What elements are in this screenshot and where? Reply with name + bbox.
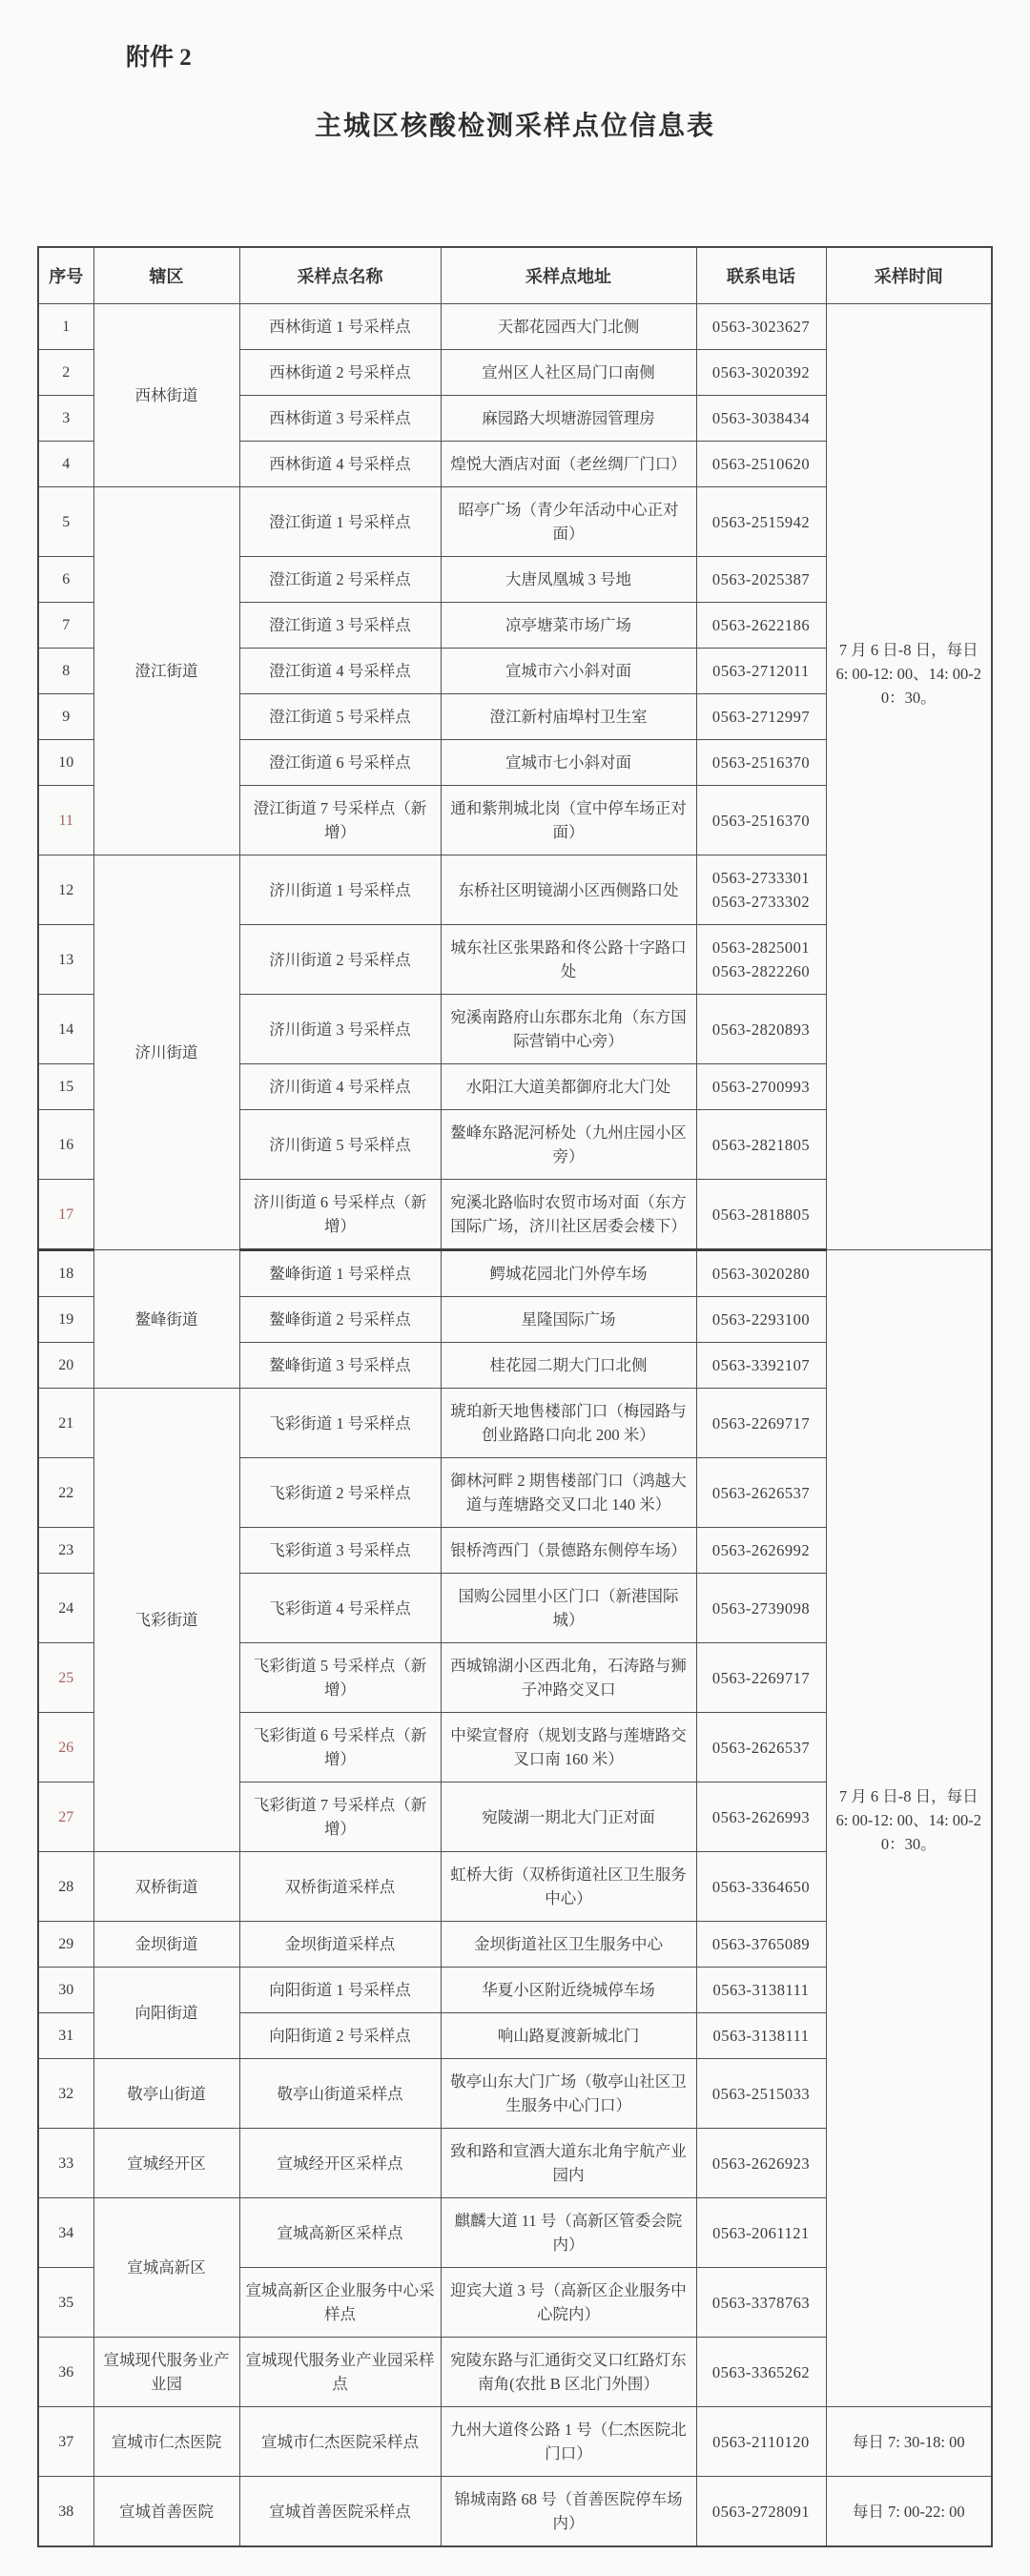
site-address-cell: 中梁宣督府（规划支路与莲塘路交叉口南 160 米） (441, 1713, 696, 1783)
row-number-cell: 11 (38, 786, 93, 855)
site-address-cell: 迎宾大道 3 号（高新区企业服务中心院内） (441, 2268, 696, 2338)
sampling-time-cell: 每日 7: 00-22: 00 (826, 2477, 992, 2547)
district-cell: 宣城高新区 (93, 2198, 239, 2338)
phone-number: 0563-2510620 (711, 455, 811, 473)
phone-number: 0563-2293100 (711, 1310, 811, 1329)
phone-number: 0563-2733302 (711, 893, 811, 911)
site-address-cell: 宛溪北路临时农贸市场对面（东方国际广场，济川社区居委会楼下） (441, 1180, 696, 1250)
phone-cell (696, 1458, 826, 1528)
phone-cell (696, 925, 826, 995)
site-name-cell: 济川街道 3 号采样点 (239, 995, 441, 1064)
site-address-cell: 水阳江大道美都御府北大门处 (441, 1064, 696, 1110)
phone-cell (696, 995, 826, 1064)
site-name-cell: 鳌峰街道 1 号采样点 (239, 1250, 441, 1297)
site-name-cell: 向阳街道 2 号采样点 (239, 2013, 441, 2059)
site-name-cell: 澄江街道 2 号采样点 (239, 557, 441, 603)
phone-number: 0563-3038434 (711, 409, 811, 427)
site-address-cell: 国购公园里小区门口（新港国际城） (441, 1574, 696, 1643)
row-number-cell: 25 (38, 1643, 93, 1713)
row-number-cell: 10 (38, 740, 93, 786)
phone-cell (696, 442, 826, 487)
site-address-cell: 星隆国际广场 (441, 1297, 696, 1343)
phone-cell (696, 1643, 826, 1713)
site-address-cell: 宛溪南路府山东郡东北角（东方国际营销中心旁） (441, 995, 696, 1064)
site-name-cell: 宣城现代服务业产业园采样点 (239, 2338, 441, 2407)
row-number-cell: 36 (38, 2338, 93, 2407)
phone-number: 0563-2516370 (711, 753, 811, 772)
site-name-cell: 敬亭山街道采样点 (239, 2059, 441, 2129)
district-cell: 澄江街道 (93, 487, 239, 855)
phone-number: 0563-2712011 (712, 662, 810, 680)
site-address-cell: 鳄城花园北门外停车场 (441, 1250, 696, 1297)
district-cell: 飞彩街道 (93, 1389, 239, 1852)
site-address-cell: 凉亭塘菜市场广场 (441, 603, 696, 649)
row-number-cell: 8 (38, 649, 93, 694)
sampling-time-cell: 每日 7: 30-18: 00 (826, 2407, 992, 2477)
phone-number: 0563-2061121 (712, 2223, 810, 2242)
row-number-cell: 13 (38, 925, 93, 995)
phone-number: 0563-2626537 (711, 1738, 811, 1757)
district-cell: 向阳街道 (93, 1968, 239, 2059)
row-number-cell: 16 (38, 1110, 93, 1180)
site-name-cell: 澄江街道 3 号采样点 (239, 603, 441, 649)
phone-cell (696, 1528, 826, 1574)
row-number-cell: 33 (38, 2129, 93, 2198)
district-cell: 宣城首善医院 (93, 2477, 239, 2547)
phone-cell (696, 1783, 826, 1852)
phone-cell (696, 1250, 826, 1297)
header-cell-no: 序号 (38, 247, 93, 304)
sampling-time-cell: 7 月 6 日-8 日，每日 6: 00-12: 00、14: 00-20：30。 (826, 1250, 992, 2407)
phone-number: 0563-2822260 (711, 962, 811, 980)
site-name-cell: 飞彩街道 4 号采样点 (239, 1574, 441, 1643)
site-name-cell: 西林街道 1 号采样点 (239, 304, 441, 350)
site-address-cell: 宣城市七小斜对面 (441, 740, 696, 786)
site-address-cell: 九州大道佟公路 1 号（仁杰医院北门口） (441, 2407, 696, 2477)
row-number-cell: 20 (38, 1343, 93, 1389)
site-address-cell: 麒麟大道 11 号（高新区管委会院内） (441, 2198, 696, 2268)
site-name-cell: 宣城高新区企业服务中心采样点 (239, 2268, 441, 2338)
phone-number: 0563-3020280 (711, 1265, 811, 1283)
site-name-cell: 济川街道 1 号采样点 (239, 855, 441, 925)
phone-cell (696, 1064, 826, 1110)
sampling-table (37, 246, 993, 2547)
row-number-cell: 6 (38, 557, 93, 603)
row-number-cell: 30 (38, 1968, 93, 2013)
district-cell: 宣城经开区 (93, 2129, 239, 2198)
site-name-cell: 济川街道 6 号采样点（新增） (239, 1180, 441, 1250)
phone-number: 0563-3364650 (711, 1877, 811, 1896)
row-number-cell: 17 (38, 1180, 93, 1250)
phone-cell (696, 350, 826, 396)
row-number-cell: 31 (38, 2013, 93, 2059)
district-cell: 双桥街道 (93, 1852, 239, 1922)
header-cell-address: 采样点地址 (441, 247, 696, 304)
site-name-cell: 西林街道 4 号采样点 (239, 442, 441, 487)
phone-cell (696, 1852, 826, 1922)
row-number-cell: 37 (38, 2407, 93, 2477)
site-address-cell: 鳌峰东路泥河桥处（九州庄园小区旁） (441, 1110, 696, 1180)
site-name-cell: 宣城高新区采样点 (239, 2198, 441, 2268)
row-number-cell: 15 (38, 1064, 93, 1110)
phone-cell (696, 649, 826, 694)
header-cell-name: 采样点名称 (239, 247, 441, 304)
phone-cell (696, 2477, 826, 2547)
page-title: 主城区核酸检测采样点位信息表 (314, 112, 715, 141)
phone-cell (696, 740, 826, 786)
phone-number: 0563-3020392 (711, 363, 811, 381)
site-name-cell: 鳌峰街道 3 号采样点 (239, 1343, 441, 1389)
phone-number: 0563-2825001 (711, 938, 811, 957)
site-address-cell: 桂花园二期大门口北侧 (441, 1343, 696, 1389)
phone-number: 0563-3365262 (711, 2362, 811, 2381)
row-number-cell: 14 (38, 995, 93, 1064)
site-address-cell: 宛陵湖一期北大门正对面 (441, 1783, 696, 1852)
table-body (38, 304, 992, 2547)
row-number-cell: 5 (38, 487, 93, 557)
row-number-cell: 38 (38, 2477, 93, 2547)
attachment-label: 附件 2 (126, 45, 192, 71)
district-cell: 宣城市仁杰医院 (93, 2407, 239, 2477)
row-number-cell: 35 (38, 2268, 93, 2338)
phone-cell (696, 1389, 826, 1458)
district-cell: 敬亭山街道 (93, 2059, 239, 2129)
phone-number: 0563-2515942 (711, 512, 811, 531)
site-address-cell: 敬亭山东大门广场（敬亭山社区卫生服务中心门口） (441, 2059, 696, 2129)
district-cell: 金坝街道 (93, 1922, 239, 1968)
site-address-cell: 昭亭广场（青少年活动中心正对面） (441, 487, 696, 557)
site-name-cell: 西林街道 2 号采样点 (239, 350, 441, 396)
phone-cell (696, 2013, 826, 2059)
phone-number: 0563-2516370 (711, 811, 811, 830)
site-name-cell: 向阳街道 1 号采样点 (239, 1968, 441, 2013)
phone-cell (696, 2059, 826, 2129)
phone-cell (696, 1343, 826, 1389)
phone-cell (696, 396, 826, 442)
site-name-cell: 济川街道 2 号采样点 (239, 925, 441, 995)
row-number-cell: 2 (38, 350, 93, 396)
site-name-cell: 宣城市仁杰医院采样点 (239, 2407, 441, 2477)
site-address-cell: 虹桥大街（双桥街道社区卫生服务中心） (441, 1852, 696, 1922)
phone-cell (696, 1110, 826, 1180)
site-address-cell: 琥珀新天地售楼部门口（梅园路与创业路路口向北 200 米） (441, 1389, 696, 1458)
table-header-row (38, 247, 992, 304)
site-name-cell: 宣城经开区采样点 (239, 2129, 441, 2198)
phone-number: 0563-2700993 (711, 1078, 811, 1096)
phone-cell (696, 1922, 826, 1968)
site-address-cell: 宛陵东路与汇通街交叉口红路灯东南角(农批 B 区北门外围） (441, 2338, 696, 2407)
phone-number: 0563-2622186 (711, 616, 811, 634)
row-number-cell: 1 (38, 304, 93, 350)
table-row (38, 2407, 992, 2477)
phone-number: 0563-2626992 (711, 1541, 811, 1559)
phone-cell (696, 1574, 826, 1643)
row-number-cell: 32 (38, 2059, 93, 2129)
row-number-cell: 28 (38, 1852, 93, 1922)
site-name-cell: 西林街道 3 号采样点 (239, 396, 441, 442)
phone-number: 0563-3138111 (712, 2027, 810, 2045)
row-number-cell: 29 (38, 1922, 93, 1968)
district-cell: 济川街道 (93, 855, 239, 1250)
site-name-cell: 济川街道 5 号采样点 (239, 1110, 441, 1180)
site-name-cell: 飞彩街道 7 号采样点（新增） (239, 1783, 441, 1852)
site-address-cell: 华夏小区附近绕城停车场 (441, 1968, 696, 2013)
row-number-cell: 7 (38, 603, 93, 649)
table-row (38, 2477, 992, 2547)
phone-cell (696, 487, 826, 557)
row-number-cell: 12 (38, 855, 93, 925)
phone-number: 0563-2626923 (711, 2154, 811, 2173)
site-name-cell: 澄江街道 4 号采样点 (239, 649, 441, 694)
site-address-cell: 致和路和宣酒大道东北角宇航产业园内 (441, 2129, 696, 2198)
phone-number: 0563-2110120 (712, 2432, 810, 2451)
site-address-cell: 锦城南路 68 号（首善医院停车场内） (441, 2477, 696, 2547)
phone-cell (696, 2198, 826, 2268)
phone-number: 0563-3138111 (712, 1981, 810, 1999)
site-name-cell: 飞彩街道 2 号采样点 (239, 1458, 441, 1528)
phone-cell (696, 557, 826, 603)
site-name-cell: 济川街道 4 号采样点 (239, 1064, 441, 1110)
site-address-cell: 天都花园西大门北侧 (441, 304, 696, 350)
site-address-cell: 西城锦湖小区西北角，石涛路与狮子冲路交叉口 (441, 1643, 696, 1713)
phone-number: 0563-3765089 (711, 1935, 811, 1953)
site-address-cell: 城东社区张果路和佟公路十字路口处 (441, 925, 696, 995)
site-address-cell: 煌悦大酒店对面（老丝绸厂门口） (441, 442, 696, 487)
phone-cell (696, 603, 826, 649)
phone-cell (696, 2129, 826, 2198)
header-cell-time: 采样时间 (826, 247, 992, 304)
phone-cell (696, 2407, 826, 2477)
phone-number: 0563-2626537 (711, 1483, 811, 1502)
site-name-cell: 宣城首善医院采样点 (239, 2477, 441, 2547)
phone-number: 0563-2821805 (711, 1135, 811, 1154)
site-address-cell: 大唐凤凰城 3 号地 (441, 557, 696, 603)
phone-number: 0563-2739098 (711, 1598, 811, 1618)
phone-number: 0563-2269717 (711, 1668, 811, 1687)
phone-cell (696, 855, 826, 925)
site-name-cell: 飞彩街道 1 号采样点 (239, 1389, 441, 1458)
site-name-cell: 澄江街道 1 号采样点 (239, 487, 441, 557)
header-cell-phone: 联系电话 (696, 247, 826, 304)
phone-cell (696, 1297, 826, 1343)
row-number-cell: 21 (38, 1389, 93, 1458)
district-cell: 鳌峰街道 (93, 1250, 239, 1389)
phone-number: 0563-2728091 (711, 2502, 811, 2521)
row-number-cell: 19 (38, 1297, 93, 1343)
phone-number: 0563-2733301 (711, 869, 811, 887)
phone-number: 0563-2025387 (711, 570, 811, 588)
site-name-cell: 金坝街道采样点 (239, 1922, 441, 1968)
site-name-cell: 飞彩街道 5 号采样点（新增） (239, 1643, 441, 1713)
site-address-cell: 麻园路大坝塘游园管理房 (441, 396, 696, 442)
district-cell: 宣城现代服务业产业园 (93, 2338, 239, 2407)
site-name-cell: 澄江街道 6 号采样点 (239, 740, 441, 786)
row-number-cell: 9 (38, 694, 93, 740)
phone-cell (696, 2338, 826, 2407)
site-address-cell: 银桥湾西门（景德路东侧停车场） (441, 1528, 696, 1574)
row-number-cell: 27 (38, 1783, 93, 1852)
phone-cell (696, 1713, 826, 1783)
row-number-cell: 18 (38, 1250, 93, 1297)
header-cell-district: 辖区 (93, 247, 239, 304)
phone-cell (696, 1968, 826, 2013)
table-row (38, 1250, 992, 1297)
phone-number: 0563-3023627 (711, 318, 811, 336)
site-address-cell: 通和紫荆城北岗（宣中停车场正对面） (441, 786, 696, 855)
phone-cell (696, 786, 826, 855)
row-number-cell: 34 (38, 2198, 93, 2268)
phone-number: 0563-2626993 (711, 1807, 811, 1826)
row-number-cell: 26 (38, 1713, 93, 1783)
row-number-cell: 3 (38, 396, 93, 442)
phone-number: 0563-3378763 (711, 2293, 811, 2312)
site-name-cell: 澄江街道 7 号采样点（新增） (239, 786, 441, 855)
site-name-cell: 鳌峰街道 2 号采样点 (239, 1297, 441, 1343)
site-name-cell: 飞彩街道 3 号采样点 (239, 1528, 441, 1574)
phone-number: 0563-2818805 (711, 1205, 811, 1224)
site-address-cell: 东桥社区明镜湖小区西侧路口处 (441, 855, 696, 925)
sampling-time-cell: 7 月 6 日-8 日，每日 6: 00-12: 00、14: 00-20：30。 (826, 304, 992, 1250)
site-name-cell: 飞彩街道 6 号采样点（新增） (239, 1713, 441, 1783)
phone-number: 0563-2820893 (711, 1020, 811, 1039)
district-cell: 西林街道 (93, 304, 239, 487)
row-number-cell: 24 (38, 1574, 93, 1643)
table-row (38, 304, 992, 350)
row-number-cell: 22 (38, 1458, 93, 1528)
site-address-cell: 宣城市六小斜对面 (441, 649, 696, 694)
phone-cell (696, 694, 826, 740)
site-address-cell: 宣州区人社区局门口南侧 (441, 350, 696, 396)
phone-number: 0563-2515033 (711, 2084, 811, 2103)
phone-cell (696, 304, 826, 350)
site-address-cell: 澄江新村庙埠村卫生室 (441, 694, 696, 740)
site-name-cell: 双桥街道采样点 (239, 1852, 441, 1922)
phone-cell (696, 2268, 826, 2338)
row-number-cell: 4 (38, 442, 93, 487)
phone-number: 0563-2269717 (711, 1413, 811, 1432)
phone-cell (696, 1180, 826, 1250)
row-number-cell: 23 (38, 1528, 93, 1574)
phone-number: 0563-3392107 (711, 1356, 811, 1374)
phone-number: 0563-2712997 (711, 708, 811, 726)
site-name-cell: 澄江街道 5 号采样点 (239, 694, 441, 740)
site-address-cell: 金坝街道社区卫生服务中心 (441, 1922, 696, 1968)
site-address-cell: 响山路夏渡新城北门 (441, 2013, 696, 2059)
site-address-cell: 御林河畔 2 期售楼部门口（鸿越大道与莲塘路交叉口北 140 米） (441, 1458, 696, 1528)
